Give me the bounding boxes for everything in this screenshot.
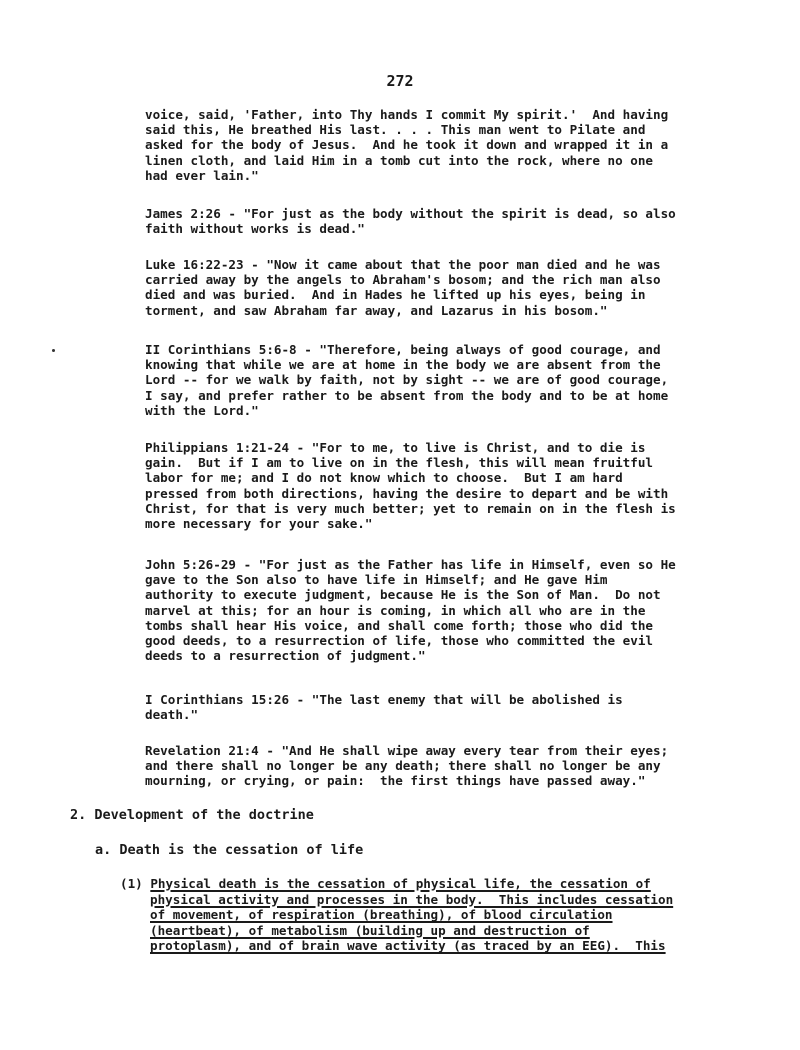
text-line: faith without works is dead." xyxy=(145,221,365,237)
outline-item-2: 2. Development of the doctrine xyxy=(70,807,314,823)
quote-ii-corinthians xyxy=(145,342,745,418)
text-line: I say, and prefer rather to be absent from the body and to be at home xyxy=(145,387,669,403)
quote-revelation xyxy=(145,743,745,789)
text-line: good deeds, to a resurrection of life, those who committed the evil xyxy=(145,633,653,649)
text-line xyxy=(120,938,740,954)
quote-philippians xyxy=(145,440,745,531)
text-line: Christ, for that is very much better; yet to remain on in the flesh is xyxy=(145,500,676,516)
quote-luke xyxy=(145,257,745,318)
text-line: mourning, or crying, or pain: the first things have passed away." xyxy=(145,773,646,789)
text-line xyxy=(120,923,740,939)
text-line: I Corinthians 15:26 - "The last enemy that will be abolished is xyxy=(145,692,623,707)
text-line xyxy=(120,876,740,892)
text-line: John 5:26-29 - "For just as the Father has life in Himself, even so He xyxy=(145,557,676,572)
text-line: labor for me; and I do not know which to choose. But I am hard xyxy=(145,470,623,486)
outline-item-1 xyxy=(120,876,740,954)
text-line: II Corinthians 5:6-8 - "Therefore, being always of good courage, and xyxy=(145,342,661,357)
text-line: linen cloth, and laid Him in a tomb cut into the rock, where no one xyxy=(145,152,653,168)
underlined-text: Physical death is the cessation of physical life, the cessation of xyxy=(150,876,651,891)
text-line: gain. But if I am to live on in the flesh, this will mean fruitful xyxy=(145,455,653,471)
text-line: more necessary for your sake." xyxy=(145,516,373,532)
text-line xyxy=(120,907,740,923)
outline-item-a: a. Death is the cessation of life xyxy=(95,842,364,858)
text-line: James 2:26 - "For just as the body without the spirit is dead, so also xyxy=(145,206,676,221)
text-line: Luke 16:22-23 - "Now it came about that the poor man died and he was xyxy=(145,257,661,272)
text-line: Philippians 1:21-24 - "For to me, to live is Christ, and to die is xyxy=(145,440,646,455)
text-line: death." xyxy=(145,707,199,723)
quote-continuation xyxy=(145,107,745,183)
text-line: said this, He breathed His last. . . . This man went to Pilate and xyxy=(145,122,646,138)
text-line: pressed from both directions, having the desire to depart and be with xyxy=(145,485,669,501)
underlined-text: physical activity and processes in the body. This includes cessation xyxy=(150,891,674,907)
text-line: tombs shall hear His voice, and shall come forth; those who did the xyxy=(145,617,653,633)
quote-john xyxy=(145,557,745,663)
text-line: had ever lain." xyxy=(145,167,259,183)
text-line: gave to the Son also to have life in Himself; and He gave Him xyxy=(145,572,608,588)
underlined-text: protoplasm), and of brain wave activity (as traced by an EEG). This xyxy=(150,938,666,954)
text-line: with the Lord." xyxy=(145,402,259,418)
text-line: Revelation 21:4 - "And He shall wipe away every tear from their eyes; xyxy=(145,743,669,758)
stray-mark xyxy=(52,349,55,352)
text-line: marvel at this; for an hour is coming, in which all who are in the xyxy=(145,602,646,618)
text-line xyxy=(120,892,740,908)
text-line: asked for the body of Jesus. And he took it down and wrapped it in a xyxy=(145,137,669,153)
text-line: authority to execute judgment, because He is the Son of Man. Do not xyxy=(145,587,661,603)
text-line: deeds to a resurrection of judgment." xyxy=(145,648,426,664)
quote-i-corinthians xyxy=(145,692,745,722)
text-line: voice, said, 'Father, into Thy hands I commit My spirit.' And having xyxy=(145,107,669,122)
text-line: and there shall no longer be any death; there shall no longer be any xyxy=(145,758,661,774)
quote-james xyxy=(145,206,745,236)
text-line: died and was buried. And in Hades he lifted up his eyes, being in xyxy=(145,287,646,303)
underlined-text: of movement, of respiration (breathing), of blood circulation xyxy=(150,907,613,923)
item-marker: (1) xyxy=(120,876,151,891)
text-line: Lord -- for we walk by faith, not by sight -- we are of good courage, xyxy=(145,372,669,388)
underlined-text: (heartbeat), of metabolism (building up and destruction of xyxy=(150,922,590,938)
text-line: torment, and saw Abraham far away, and Lazarus in his bosom." xyxy=(145,302,608,318)
page-number: 272 xyxy=(386,72,414,90)
text-line: carried away by the angels to Abraham's bosom; and the rich man also xyxy=(145,272,661,288)
text-line: knowing that while we are at home in the body we are absent from the xyxy=(145,357,661,373)
